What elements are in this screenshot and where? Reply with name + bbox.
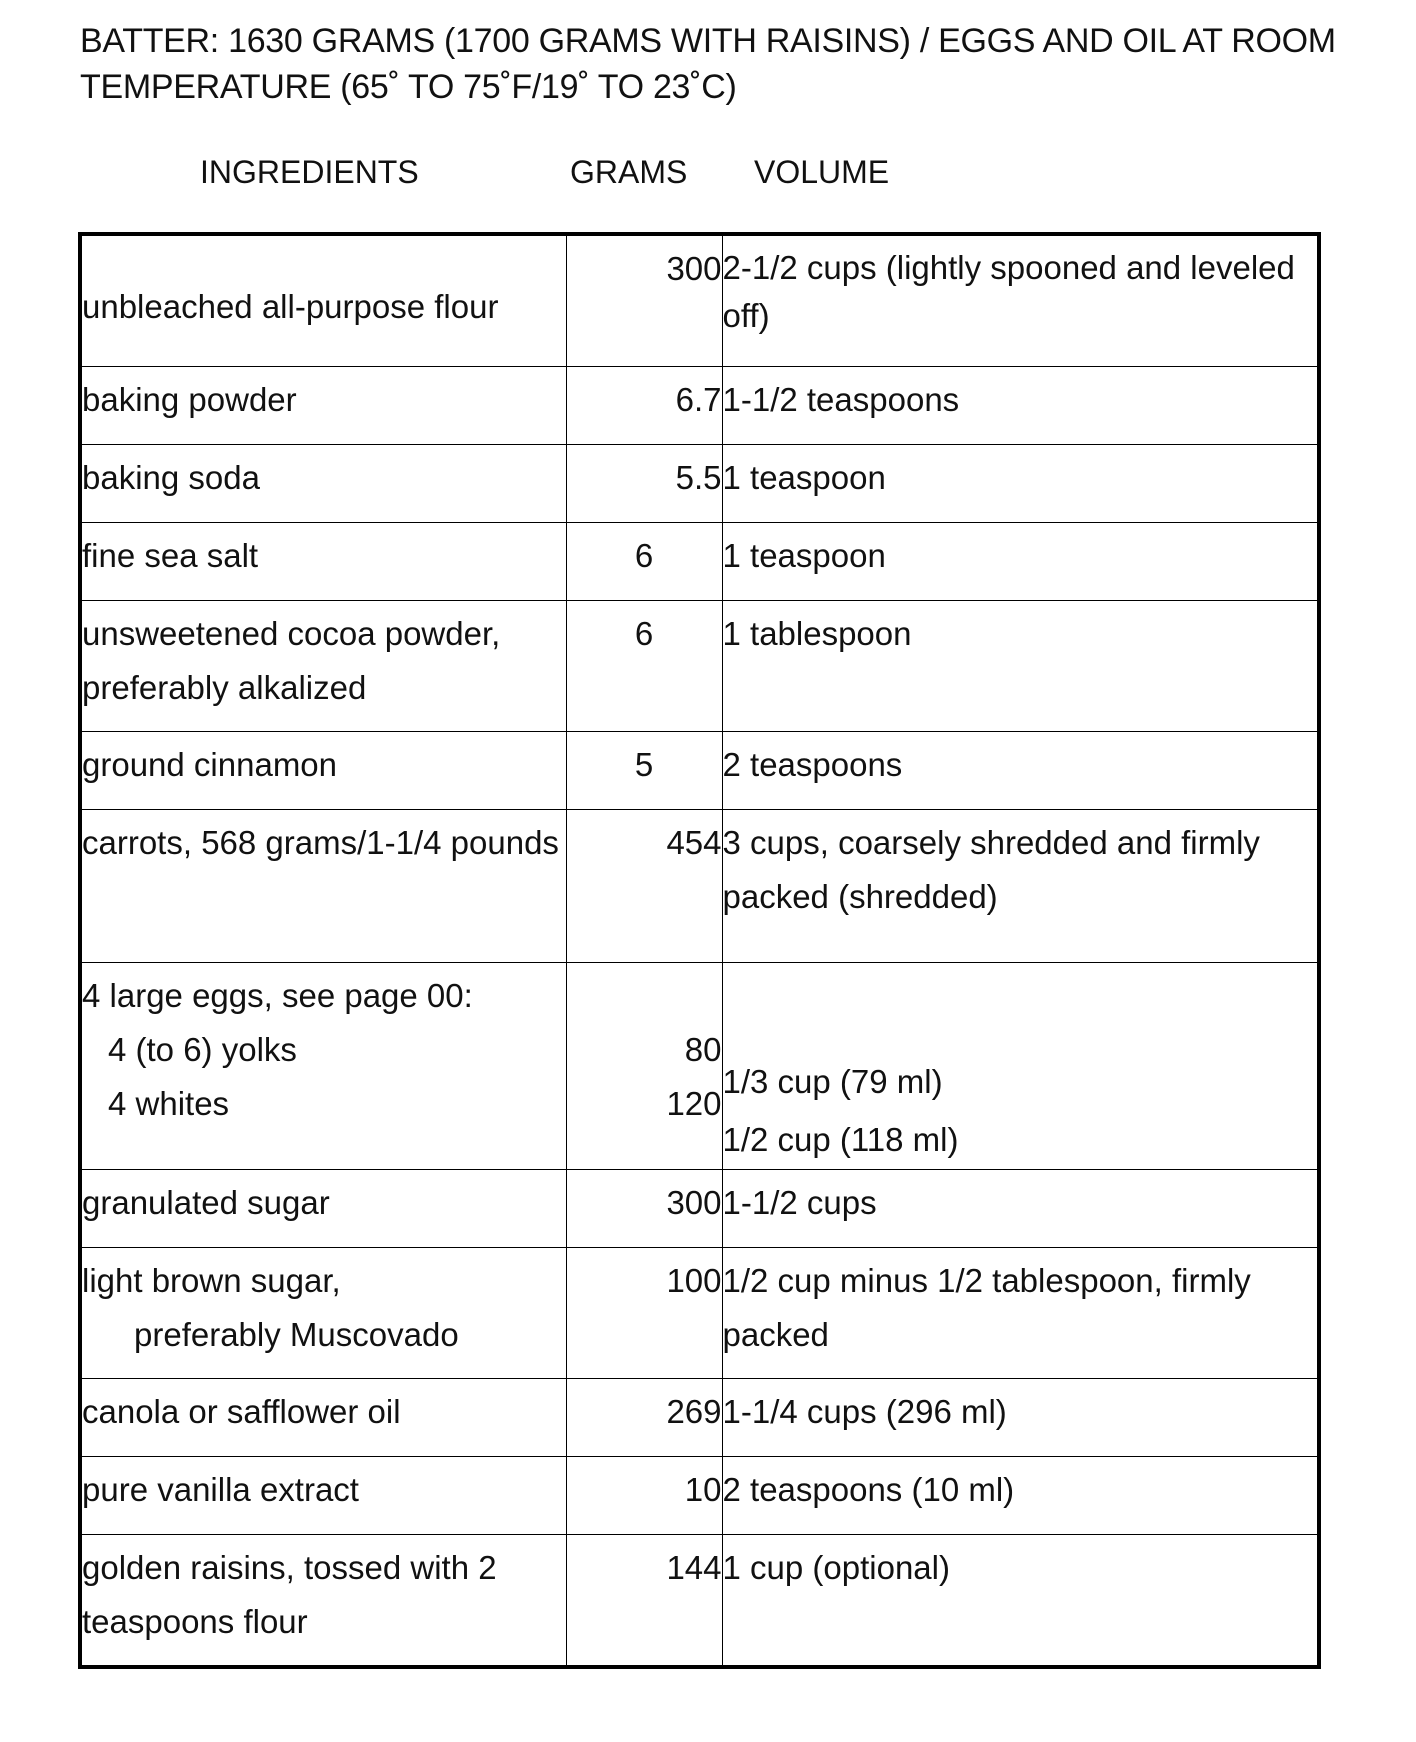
volume-cell: 1-1/2 cups xyxy=(722,1170,1319,1248)
yolks-volume: 1/3 cup (79 ml) xyxy=(722,1063,943,1100)
table-row xyxy=(80,732,1319,810)
column-header-volume: VOLUME xyxy=(754,154,890,190)
volume-cell: 2-1/2 cups (lightly spooned and leveled off) xyxy=(722,234,1319,367)
ingredient-cell: fine sea salt xyxy=(80,523,566,601)
grams-cell: 269 xyxy=(566,1379,722,1457)
recipe-heading xyxy=(80,18,1380,110)
heading-line-1: BATTER: 1630 GRAMS (1700 GRAMS WITH RAISINS) / EGGS AND OIL AT ROOM xyxy=(80,22,1336,60)
grams-cell: 144 xyxy=(566,1535,722,1668)
ingredient-cell: pure vanilla extract xyxy=(80,1457,566,1535)
table-row xyxy=(80,445,1319,523)
volume-cell: 1 cup (optional) xyxy=(722,1535,1319,1668)
grams-cell: 454 xyxy=(566,810,722,963)
table-row xyxy=(80,810,1319,963)
whites-label: 4 whites xyxy=(108,1085,230,1122)
table-row xyxy=(80,234,1319,367)
ingredient-cell: golden raisins, tossed with 2 teaspoons flour xyxy=(80,1535,566,1668)
ingredient-cell: unbleached all-purpose flour xyxy=(80,234,566,367)
table-row xyxy=(80,367,1319,445)
ingredient-cell: ground cinnamon xyxy=(80,732,566,810)
ingredient-cell xyxy=(80,1248,566,1379)
table-row xyxy=(80,601,1319,732)
yolks-grams: 80 xyxy=(684,1031,722,1068)
table-row xyxy=(80,1457,1319,1535)
grams-cell: 6 xyxy=(566,601,722,732)
heading-line-2: TEMPERATURE (65˚ TO 75˚F/19˚ TO 23˚C) xyxy=(80,68,737,106)
ingredient-cell: baking soda xyxy=(80,445,566,523)
volume-cell: 1-1/4 cups (296 ml) xyxy=(722,1379,1319,1457)
ingredients-table xyxy=(78,232,1321,1669)
grams-cell xyxy=(566,963,722,1170)
ingredient-cell xyxy=(80,963,566,1170)
volume-cell: 3 cups, coarsely shredded and firmly packed (shredded) xyxy=(722,810,1319,963)
ingredient-cell: granulated sugar xyxy=(80,1170,566,1248)
table-row xyxy=(80,963,1319,1170)
whites-volume: 1/2 cup (118 ml) xyxy=(722,1121,959,1158)
whites-grams: 120 xyxy=(666,1085,722,1122)
volume-cell: 1/2 cup minus 1/2 tablespoon, firmly packed xyxy=(722,1248,1319,1379)
grams-cell: 100 xyxy=(566,1248,722,1379)
grams-cell: 6 xyxy=(566,523,722,601)
grams-cell: 300 xyxy=(566,234,722,367)
grams-cell: 6.7 xyxy=(566,367,722,445)
eggs-label: 4 large eggs, see page 00: xyxy=(82,977,473,1014)
table-row xyxy=(80,1170,1319,1248)
table-row xyxy=(80,523,1319,601)
column-header-ingredients: INGREDIENTS xyxy=(200,154,419,190)
table-row xyxy=(80,1535,1319,1668)
table-row xyxy=(80,1248,1319,1379)
ingredient-cell: canola or safflower oil xyxy=(80,1379,566,1457)
ingredient-cell: unsweetened cocoa powder, preferably alkalized xyxy=(80,601,566,732)
grams-cell: 300 xyxy=(566,1170,722,1248)
volume-cell: 1 tablespoon xyxy=(722,601,1319,732)
table-row xyxy=(80,1379,1319,1457)
volume-cell xyxy=(722,963,1319,1170)
volume-cell: 2 teaspoons xyxy=(722,732,1319,810)
volume-cell: 1 teaspoon xyxy=(722,523,1319,601)
column-headers xyxy=(0,150,1416,194)
volume-cell: 1 teaspoon xyxy=(722,445,1319,523)
grams-cell: 5 xyxy=(566,732,722,810)
brown-sugar-label: light brown sugar, xyxy=(82,1262,341,1299)
grams-cell: 5.5 xyxy=(566,445,722,523)
ingredient-cell: carrots, 568 grams/1-1/4 pounds xyxy=(80,810,566,963)
column-header-grams: GRAMS xyxy=(570,154,688,190)
grams-cell: 10 xyxy=(566,1457,722,1535)
brown-sugar-label-line-2: preferably Muscovado xyxy=(134,1316,459,1353)
volume-cell: 2 teaspoons (10 ml) xyxy=(722,1457,1319,1535)
ingredient-cell: baking powder xyxy=(80,367,566,445)
volume-cell: 1-1/2 teaspoons xyxy=(722,367,1319,445)
yolks-label: 4 (to 6) yolks xyxy=(108,1031,297,1068)
